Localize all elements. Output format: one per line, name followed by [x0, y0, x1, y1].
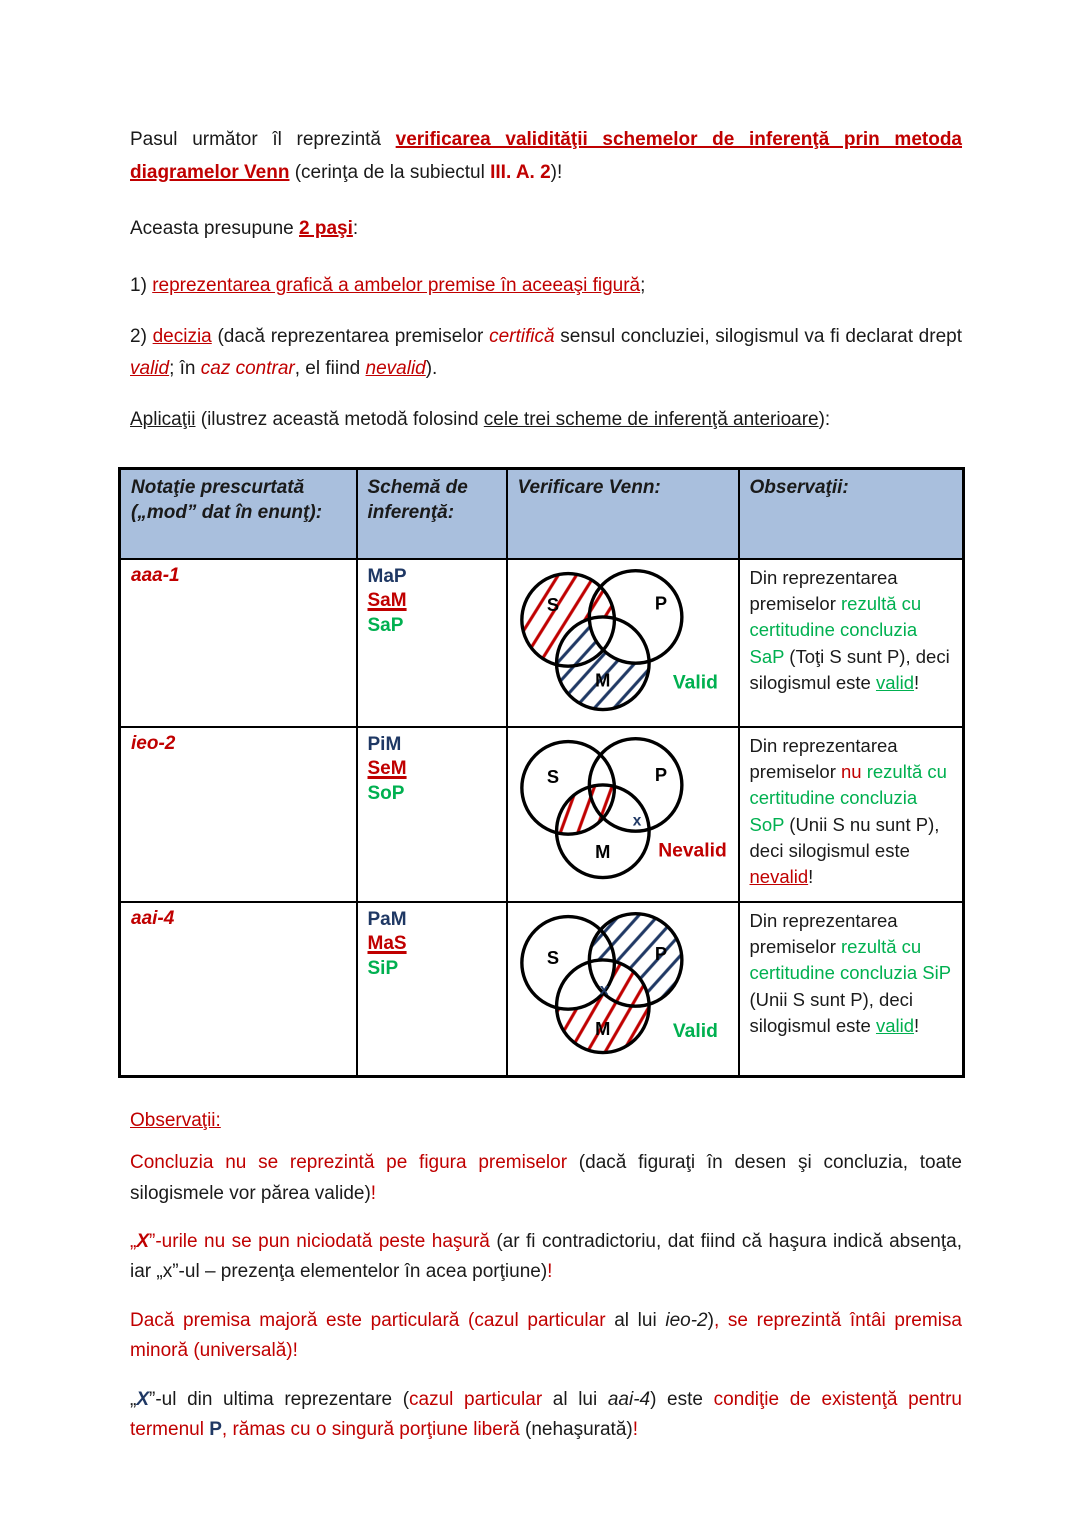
venn-diagram-aai-4	[518, 908, 732, 1064]
step-item-1: 1) reprezentarea grafică a ambelor premise în aceeaşi figură;	[130, 275, 646, 297]
venn-label-m: M	[594, 669, 610, 691]
verdict-label: Nevalid	[657, 840, 727, 862]
observations-cell: Din reprezentarea premiselor rezultă cu certitudine concluzia SaP (Toţi S sunt P), deci silogismul este valid!	[739, 559, 964, 727]
verdict-label: Valid	[672, 672, 718, 694]
notes-heading	[130, 1110, 962, 1132]
observations-cell: Din reprezentarea premiselor nu rezultă cu certitudine concluzia SoP (Unii S nu sunt P), deci silogismul este nevalid!	[739, 727, 964, 902]
premise-major: MaP	[367, 565, 407, 587]
table-row-aaa-1	[120, 559, 964, 727]
mod-cell: ieo-2	[120, 727, 357, 902]
step-item-2: 2) decizia (dacă reprezentarea premiselor certifică sensul concluziei, silogismul va fi declarat drept valid; în caz contrar, el fiind nevalid).	[130, 325, 962, 380]
premise-major: PiM	[367, 733, 402, 755]
table-row-aai-4	[120, 902, 964, 1077]
venn-diagram-aaa-1	[518, 565, 732, 721]
venn-label-m: M	[594, 840, 610, 862]
venn-label-m: M	[594, 1017, 610, 1039]
premise-minor: MaS	[367, 933, 407, 955]
applications-line: Aplicaţii (ilustrez această metodă folosind cele trei scheme de inferenţă anterioare):	[130, 409, 831, 431]
x-marker: x	[632, 812, 641, 830]
venn-label-s: S	[546, 765, 559, 787]
header-observations: Observaţii:	[739, 468, 964, 559]
schema-cell	[357, 902, 507, 1077]
conclusion: SiP	[367, 958, 399, 980]
blue-hatch-m-minus-p	[518, 567, 732, 719]
mod-cell: aaa-1	[120, 559, 357, 727]
inference-table	[118, 467, 965, 1079]
intro-paragraph-1: Pasul următor îl reprezintă verificarea validităţii schemelor de inferenţă prin metoda diagramelor Venn (cerinţa de la subiectul III. A. 2)!	[130, 129, 963, 183]
premise-minor: SeM	[367, 758, 407, 780]
intro-section	[118, 124, 962, 437]
note-4: „X”-ul din ultima reprezentare (cazul particular al lui aai-4) este condiţie de existenţă pentru termenul P, rămas cu o singură porţiune liberă (nehaşurată)!	[130, 1388, 962, 1440]
note-2: „X”-urile nu se pun niciodată peste haşură (ar fi contradictoriu, dat fiind că haşura indică absenţa, iar „x”-ul – prezenţa elementelor în acea porţiune)!	[130, 1230, 962, 1283]
premise-major: PaM	[367, 908, 407, 930]
x-marker: x	[599, 981, 609, 999]
notes-section	[118, 1110, 962, 1445]
venn-diagram-ieo-2	[518, 733, 732, 889]
venn-cell	[507, 902, 739, 1077]
venn-label-p: P	[654, 942, 667, 964]
venn-label-s: S	[546, 946, 559, 968]
venn-label-p: P	[654, 763, 667, 785]
table-row-ieo-2	[120, 727, 964, 902]
venn-label-p: P	[654, 591, 667, 613]
venn-cell	[507, 727, 739, 902]
schema-cell	[357, 559, 507, 727]
mod-cell: aai-4	[120, 902, 357, 1077]
verdict-label: Valid	[672, 1020, 718, 1042]
header-schema: Schemă de inferenţă:	[357, 468, 507, 559]
table-header-row	[120, 468, 964, 559]
note-3: Dacă premisa majoră este particulară (cazul particular al lui ieo-2), se reprezintă întâi premisa minoră (universală)!	[130, 1309, 962, 1362]
header-venn: Verificare Venn:	[507, 468, 739, 559]
header-notation: Notaţie prescurtată („mod” dat în enunţ):	[120, 468, 357, 559]
notes-heading-text: Observaţii:	[130, 1110, 221, 1132]
steps-intro: Aceasta presupune 2 paşi:	[130, 218, 359, 240]
schema-cell	[357, 727, 507, 902]
conclusion: SoP	[367, 783, 405, 805]
observations-cell: Din reprezentarea premiselor rezultă cu certitudine concluzia SiP (Unii S sunt P), deci silogismul este valid!	[739, 902, 964, 1077]
venn-label-s: S	[546, 593, 559, 615]
premise-minor: SaM	[367, 590, 407, 612]
conclusion: SaP	[367, 615, 404, 637]
note-1: Concluzia nu se reprezintă pe figura premiselor (dacă figuraţi în desen şi concluzia, toate silogismele vor părea valide)!	[130, 1152, 962, 1204]
venn-cell	[507, 559, 739, 727]
